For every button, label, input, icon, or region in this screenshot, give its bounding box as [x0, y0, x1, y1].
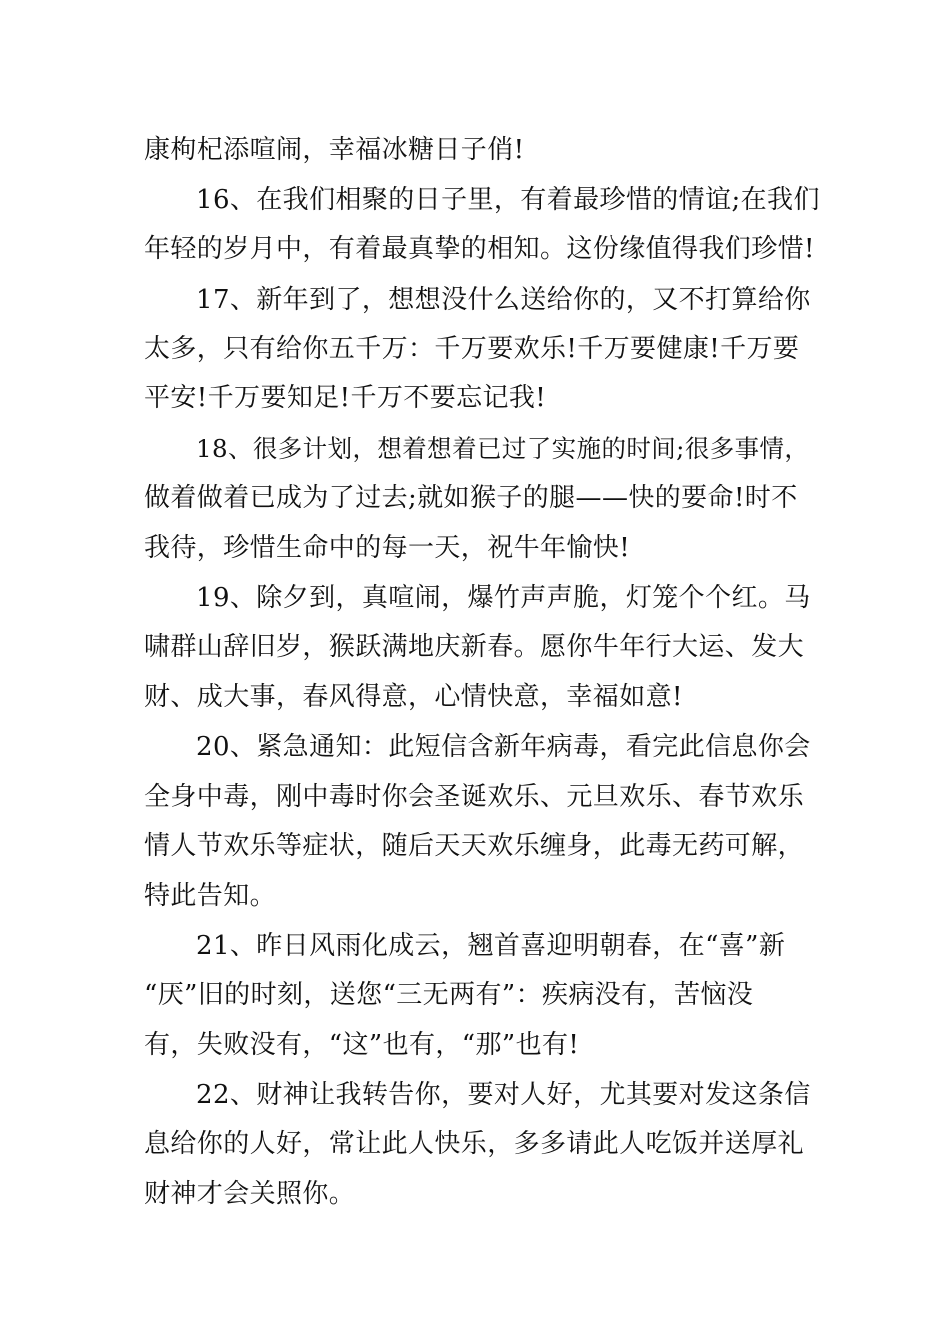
text-line: 做着做着已成为了过去;就如猴子的腿——快的要命!时不	[144, 483, 798, 513]
text-line: 20、紧急通知：此短信含新年病毒，看完此信息你会	[196, 732, 811, 762]
text-line: 情人节欢乐等症状，随后天天欢乐缠身，此毒无药可解，	[144, 831, 805, 861]
text-line: 21、昨日风雨化成云，翘首喜迎明朝春，在“喜”新	[196, 931, 786, 961]
text-line: 财、成大事，春风得意，心情快意，幸福如意!	[144, 682, 683, 712]
text-line: 全身中毒，刚中毒时你会圣诞欢乐、元旦欢乐、春节欢乐	[144, 782, 805, 812]
text-line: 17、新年到了，想想没什么送给你的，又不打算给你	[196, 285, 811, 315]
text-line: 18、很多计划，想着想着已过了实施的时间;很多事情，	[196, 434, 810, 463]
text-line: 特此告知。	[144, 881, 277, 911]
text-line: 22、财神让我转告你，要对人好，尤其要对发这条信	[196, 1080, 811, 1110]
text-line: 平安!千万要知足!千万不要忘记我!	[144, 383, 547, 413]
text-line: 啸群山辞旧岁，猴跃满地庆新春。愿你牛年行大运、发大	[144, 632, 805, 662]
text-line: 康枸杞添喧闹，幸福冰糖日子俏!	[144, 135, 525, 165]
text-line: 我待，珍惜生命中的每一天，祝牛年愉快!	[144, 533, 631, 563]
text-line: 有，失败没有，“这”也有，“那”也有!	[144, 1030, 580, 1060]
text-line: 19、除夕到，真喧闹，爆竹声声脆，灯笼个个红。马	[196, 583, 811, 613]
text-line: 息给你的人好，常让此人快乐，多多请此人吃饭并送厚礼	[144, 1129, 805, 1159]
text-line: “厌”旧的时刻，送您“三无两有”：疾病没有，苦恼没	[144, 980, 754, 1010]
text-line: 太多，只有给你五千万：千万要欢乐!千万要健康!千万要	[144, 334, 800, 364]
text-line: 财神才会关照你。	[144, 1179, 356, 1209]
text-line: 16、在我们相聚的日子里，有着最珍惜的情谊;在我们	[196, 185, 820, 215]
text-line: 年轻的岁月中，有着最真挚的相知。这份缘值得我们珍惜!	[144, 234, 815, 264]
